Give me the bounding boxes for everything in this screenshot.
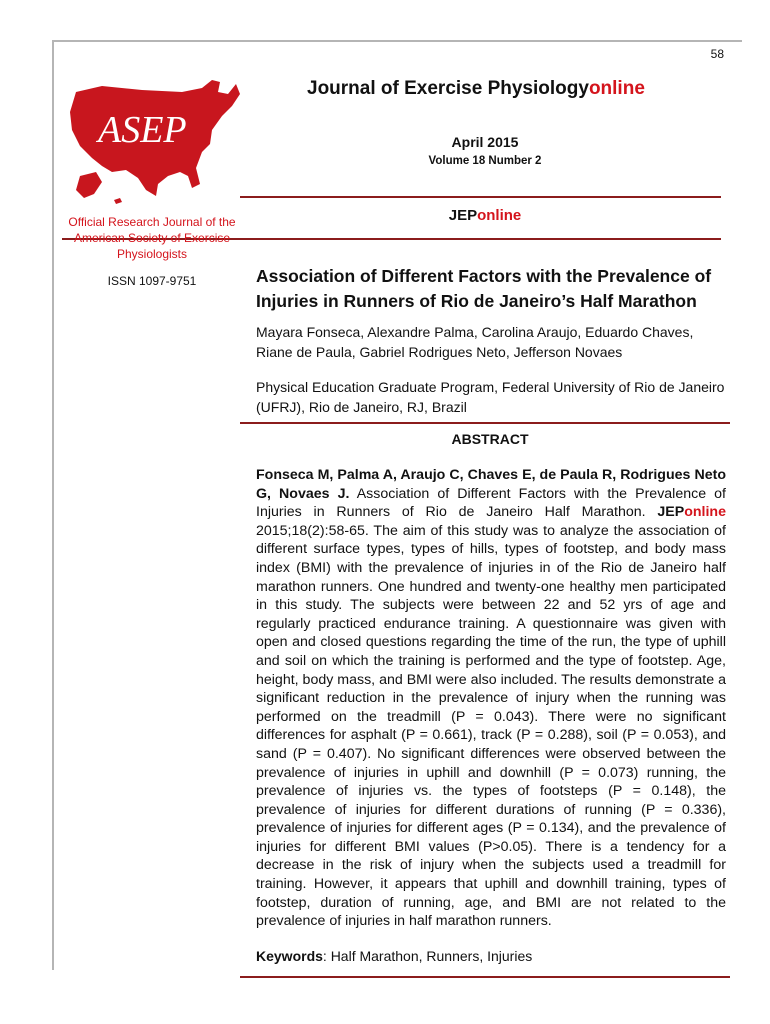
issn: ISSN 1097-9751 [107, 274, 197, 288]
page-border-left [52, 40, 54, 970]
citation-online: online [684, 504, 726, 521]
jep-label [240, 207, 730, 224]
citation-title: Association of Different Factors with the Prevalence of Injuries in Runners of Rio de Janeiro Half Marathon. [256, 485, 726, 521]
page-number: 58 [710, 47, 724, 61]
citation-ref: 2015;18(2):58-65. [256, 522, 369, 539]
keywords [256, 948, 726, 964]
footer-rule [240, 976, 730, 978]
abstract-text: The aim of this study was to analyze the association of different surface types, types of hills, types of footstep, and body mass index (BMI) with the prevalence of injuries in of the Rio de Janeiro half marathon runners. One hundred and twenty-one healthy men participated in this study. The subjects were between 22 and 52 yrs of age and regularly practiced endurance training. A questionnaire was given with open and closed questions regarding the time of the run, the type of uphill and soil on which the training is performed and the type of footstep. Age, height, body mass, and BMI were also included. The results demonstrate a significant reduction in the prevalence of injury when the running was performed on the treadmill (P = 0.043). There were no significant differences for asphalt (P = 0.661), track (P = 0.288), soil (P = 0.053), and sand (P = 0.407). No significant differences were observed between the prevalence of injuries in uphill and downhill (P = 0.073) running, the prevalence of injuries vs. the types of footsteps (P = 0.148), the prevalence of injuries for different durations of running (P = 0.336), prevalence of injuries for different ages (P = 0.134), and the prevalence of injuries for different BMI values (P>0.05). There is a tendency for a decrease in the risk of injury when the subjects used a treadmill for training. However, it appears that uphill and downhill training, types of footstep, duration of running, age, and BMI are not related to the prevalence of injuries in half marathon runners. [256, 522, 726, 930]
journal-title [307, 78, 645, 100]
abstract-rule-top [240, 422, 730, 424]
authors: Mayara Fonseca, Alexandre Palma, Carolina Araujo, Eduardo Chaves, Riane de Paula, Gabriel Rodrigues Neto, Jefferson Novaes [256, 324, 694, 360]
page-border-top [52, 40, 742, 42]
svg-text:ASEP: ASEP [98, 109, 187, 151]
asep-logo [62, 72, 242, 212]
keywords-text: : Half Marathon, Runners, Injuries [322, 948, 533, 964]
usa-map-icon [62, 72, 242, 212]
affiliation: Physical Education Graduate Program, Federal University of Rio de Janeiro (UFRJ), Rio de Janeiro, RJ, Brazil [256, 379, 725, 415]
header-rule-top [240, 196, 721, 198]
citation-jep: JEP [657, 504, 685, 521]
journal-title-main: Journal of Exercise Physiology [307, 78, 589, 99]
article-title: Association of Different Factors with the Prevalence of Injuries in Runners of Rio de Janeiro’s Half Marathon [256, 266, 712, 311]
issue-volume: Volume 18 Number 2 [428, 155, 542, 167]
journal-title-online: online [588, 78, 645, 99]
issue-date: April 2015 [451, 134, 519, 150]
jep-online-text: online [477, 207, 522, 224]
abstract-heading: ABSTRACT [451, 431, 529, 447]
official-journal-text: Official Research Journal of the American Society of Exercise Physiologists [68, 215, 236, 261]
jep-text: JEP [448, 207, 478, 224]
keywords-label: Keywords [256, 948, 323, 964]
citation-authors: Fonseca M, Palma A, Araujo C, Chaves E, de Paula R, Rodrigues Neto G, Novaes J. [256, 467, 726, 502]
abstract-body [256, 466, 726, 931]
